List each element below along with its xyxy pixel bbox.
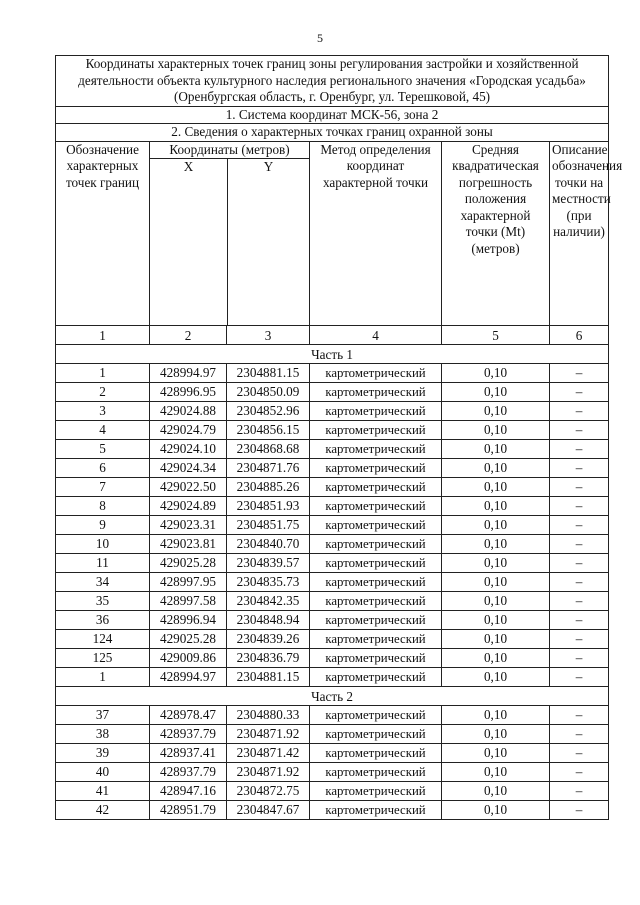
point-id-cell: 5 [56, 440, 150, 459]
x-cell: 429025.28 [150, 554, 227, 573]
x-cell: 428996.95 [150, 383, 227, 402]
y-cell: 2304881.15 [227, 364, 310, 383]
method-cell: картометрический [310, 535, 442, 554]
point-id-cell: 7 [56, 478, 150, 497]
description-cell: – [550, 725, 609, 744]
x-cell: 428996.94 [150, 611, 227, 630]
description-cell: – [550, 573, 609, 592]
table-row [56, 383, 609, 402]
error-cell: 0,10 [442, 459, 550, 478]
x-cell: 428978.47 [150, 706, 227, 725]
point-id-cell: 124 [56, 630, 150, 649]
error-cell: 0,10 [442, 668, 550, 687]
table-row [56, 573, 609, 592]
y-cell: 2304847.67 [227, 801, 310, 820]
point-id-cell: 39 [56, 744, 150, 763]
method-cell: картометрический [310, 402, 442, 421]
table-title: Координаты характерных точек границ зоны регулирования застройки и хозяйственной деятельности объекта культурного наследия регионального значения «Городская усадьба» (Оренбургская область, г. Оренбург, ул. Терешковой, 45) [56, 56, 609, 107]
method-cell: картометрический [310, 801, 442, 820]
method-cell: картометрический [310, 763, 442, 782]
point-id-cell: 38 [56, 725, 150, 744]
method-cell: картометрический [310, 364, 442, 383]
header-description: Описание обозначения точки на местности (при наличии) [550, 141, 609, 326]
description-cell: – [550, 364, 609, 383]
method-cell: картометрический [310, 573, 442, 592]
x-cell: 428937.41 [150, 744, 227, 763]
y-cell: 2304848.94 [227, 611, 310, 630]
method-cell: картометрический [310, 668, 442, 687]
x-cell: 429024.34 [150, 459, 227, 478]
error-cell: 0,10 [442, 516, 550, 535]
header-error: Средняя квадратическая погрешность положения характерной точки (Mt) (метров) [442, 141, 550, 326]
table-row [56, 649, 609, 668]
error-cell: 0,10 [442, 364, 550, 383]
method-cell: картометрический [310, 421, 442, 440]
header-coords [150, 141, 310, 326]
y-cell: 2304881.15 [227, 668, 310, 687]
y-cell: 2304871.76 [227, 459, 310, 478]
method-cell: картометрический [310, 725, 442, 744]
method-cell: картометрический [310, 478, 442, 497]
table-row [56, 706, 609, 725]
column-number: 3 [227, 326, 310, 345]
error-cell: 0,10 [442, 440, 550, 459]
error-cell: 0,10 [442, 535, 550, 554]
x-cell: 428947.16 [150, 782, 227, 801]
method-cell: картометрический [310, 649, 442, 668]
method-cell: картометрический [310, 611, 442, 630]
method-cell: картометрический [310, 554, 442, 573]
header-y: Y [263, 159, 274, 174]
method-cell: картометрический [310, 706, 442, 725]
table-row [56, 592, 609, 611]
point-id-cell: 1 [56, 364, 150, 383]
table-row [56, 459, 609, 478]
column-number: 2 [150, 326, 227, 345]
y-cell: 2304856.15 [227, 421, 310, 440]
method-cell: картометрический [310, 516, 442, 535]
x-cell: 429022.50 [150, 478, 227, 497]
x-cell: 429025.28 [150, 630, 227, 649]
point-id-cell: 10 [56, 535, 150, 554]
x-cell: 428937.79 [150, 763, 227, 782]
error-cell: 0,10 [442, 725, 550, 744]
x-cell: 429024.88 [150, 402, 227, 421]
x-cell: 429023.31 [150, 516, 227, 535]
method-cell: картометрический [310, 630, 442, 649]
method-cell: картометрический [310, 744, 442, 763]
method-cell: картометрический [310, 383, 442, 402]
header-coords-label: Координаты (метров) [150, 142, 309, 160]
part-2-rows [56, 706, 609, 820]
point-id-cell: 6 [56, 459, 150, 478]
table-row [56, 744, 609, 763]
x-cell: 429024.79 [150, 421, 227, 440]
y-cell: 2304880.33 [227, 706, 310, 725]
error-cell: 0,10 [442, 497, 550, 516]
y-cell: 2304840.70 [227, 535, 310, 554]
point-id-cell: 41 [56, 782, 150, 801]
table-row [56, 554, 609, 573]
error-cell: 0,10 [442, 478, 550, 497]
x-cell: 429024.10 [150, 440, 227, 459]
y-cell: 2304836.79 [227, 649, 310, 668]
description-cell: – [550, 554, 609, 573]
x-cell: 429009.86 [150, 649, 227, 668]
point-id-cell: 11 [56, 554, 150, 573]
column-number: 4 [310, 326, 442, 345]
x-cell: 428994.97 [150, 364, 227, 383]
y-cell: 2304852.96 [227, 402, 310, 421]
table-row [56, 402, 609, 421]
error-cell: 0,10 [442, 801, 550, 820]
y-cell: 2304839.57 [227, 554, 310, 573]
description-cell: – [550, 630, 609, 649]
table-row [56, 364, 609, 383]
table-row [56, 535, 609, 554]
description-cell: – [550, 516, 609, 535]
description-cell: – [550, 744, 609, 763]
description-cell: – [550, 440, 609, 459]
description-cell: – [550, 611, 609, 630]
section-title: 2. Сведения о характерных точках границ охранной зоны [56, 124, 609, 142]
point-id-cell: 2 [56, 383, 150, 402]
page-number: 5 [317, 31, 323, 45]
error-cell: 0,10 [442, 706, 550, 725]
x-cell: 428951.79 [150, 801, 227, 820]
y-cell: 2304851.93 [227, 497, 310, 516]
x-cell: 429023.81 [150, 535, 227, 554]
method-cell: картометрический [310, 459, 442, 478]
error-cell: 0,10 [442, 630, 550, 649]
description-cell: – [550, 649, 609, 668]
error-cell: 0,10 [442, 383, 550, 402]
table-row [56, 497, 609, 516]
description-cell: – [550, 668, 609, 687]
header-designation: Обозначение характерных точек границ [56, 141, 150, 326]
point-id-cell: 40 [56, 763, 150, 782]
x-cell: 429024.89 [150, 497, 227, 516]
y-cell: 2304851.75 [227, 516, 310, 535]
column-number: 6 [550, 326, 609, 345]
description-cell: – [550, 782, 609, 801]
header-x: X [150, 159, 228, 325]
point-id-cell: 4 [56, 421, 150, 440]
description-cell: – [550, 801, 609, 820]
error-cell: 0,10 [442, 421, 550, 440]
table-row [56, 516, 609, 535]
description-cell: – [550, 706, 609, 725]
point-id-cell: 34 [56, 573, 150, 592]
error-cell: 0,10 [442, 782, 550, 801]
table-row [56, 801, 609, 820]
x-cell: 428994.97 [150, 668, 227, 687]
point-id-cell: 36 [56, 611, 150, 630]
part-2-label: Часть 2 [56, 687, 609, 706]
table-row [56, 725, 609, 744]
error-cell: 0,10 [442, 554, 550, 573]
error-cell: 0,10 [442, 573, 550, 592]
part-1-label: Часть 1 [56, 345, 609, 364]
table-row [56, 782, 609, 801]
point-id-cell: 37 [56, 706, 150, 725]
error-cell: 0,10 [442, 744, 550, 763]
point-id-cell: 8 [56, 497, 150, 516]
column-number: 1 [56, 326, 150, 345]
description-cell: – [550, 763, 609, 782]
x-cell: 428997.58 [150, 592, 227, 611]
x-cell: 428937.79 [150, 725, 227, 744]
part-1-rows [56, 364, 609, 687]
description-cell: – [550, 535, 609, 554]
table-row [56, 611, 609, 630]
method-cell: картометрический [310, 440, 442, 459]
description-cell: – [550, 592, 609, 611]
error-cell: 0,10 [442, 649, 550, 668]
point-id-cell: 35 [56, 592, 150, 611]
coordinates-table [55, 55, 623, 820]
y-cell: 2304839.26 [227, 630, 310, 649]
description-cell: – [550, 459, 609, 478]
coordinate-system: 1. Система координат МСК-56, зона 2 [56, 106, 609, 124]
description-cell: – [550, 402, 609, 421]
method-cell: картометрический [310, 782, 442, 801]
table-row [56, 421, 609, 440]
y-cell: 2304850.09 [227, 383, 310, 402]
header-method: Метод определения координат характерной точки [310, 141, 442, 326]
table-row [56, 630, 609, 649]
error-cell: 0,10 [442, 592, 550, 611]
table-row [56, 763, 609, 782]
y-cell: 2304835.73 [227, 573, 310, 592]
table-row [56, 440, 609, 459]
error-cell: 0,10 [442, 763, 550, 782]
description-cell: – [550, 478, 609, 497]
x-cell: 428997.95 [150, 573, 227, 592]
y-cell: 2304868.68 [227, 440, 310, 459]
table-row [56, 668, 609, 687]
y-cell: 2304871.92 [227, 725, 310, 744]
column-number: 5 [442, 326, 550, 345]
y-cell: 2304885.26 [227, 478, 310, 497]
table-row [56, 478, 609, 497]
y-cell: 2304871.42 [227, 744, 310, 763]
error-cell: 0,10 [442, 611, 550, 630]
point-id-cell: 125 [56, 649, 150, 668]
point-id-cell: 9 [56, 516, 150, 535]
point-id-cell: 42 [56, 801, 150, 820]
error-cell: 0,10 [442, 402, 550, 421]
description-cell: – [550, 383, 609, 402]
description-cell: – [550, 497, 609, 516]
y-cell: 2304871.92 [227, 763, 310, 782]
point-id-cell: 1 [56, 668, 150, 687]
method-cell: картометрический [310, 592, 442, 611]
column-numbers-row [56, 326, 609, 345]
description-cell: – [550, 421, 609, 440]
method-cell: картометрический [310, 497, 442, 516]
point-id-cell: 3 [56, 402, 150, 421]
y-cell: 2304842.35 [227, 592, 310, 611]
y-cell: 2304872.75 [227, 782, 310, 801]
